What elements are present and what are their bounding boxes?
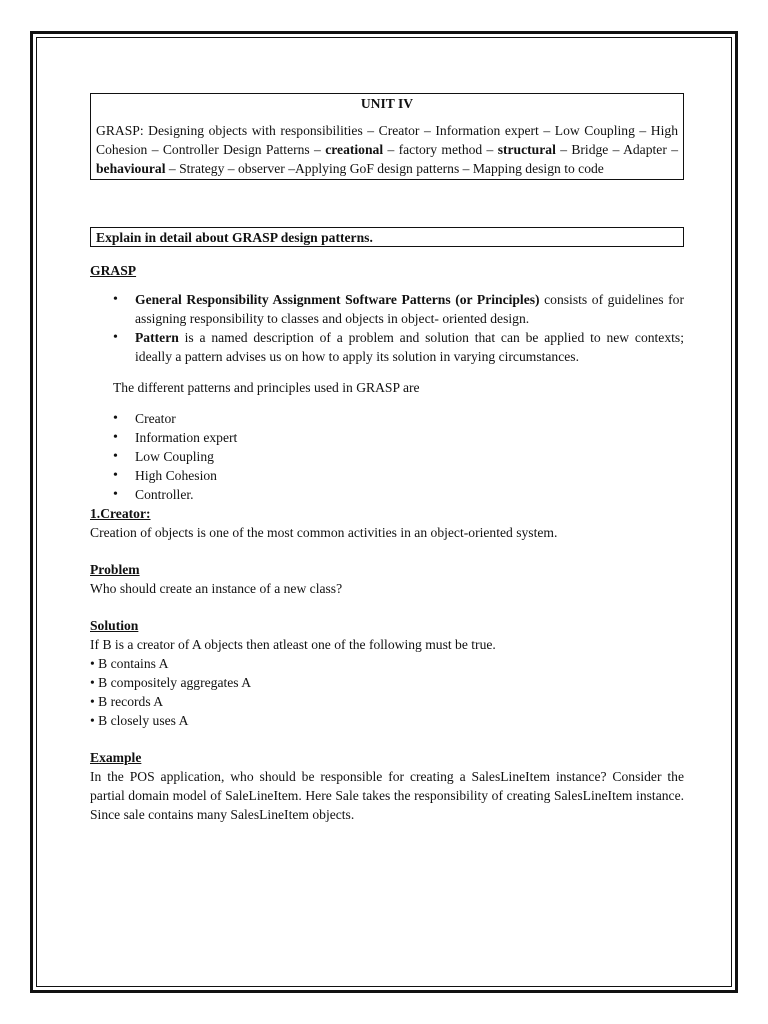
unit-title: UNIT IV [360, 96, 414, 111]
list-item [90, 290, 684, 328]
unit-syllabus-text [96, 121, 678, 178]
syllabus-text-4: – Strategy – observer –Applying GoF design patterns – Mapping design to code [165, 161, 604, 176]
list-item: • High Cohesion [113, 468, 217, 483]
bullet-icon: • [113, 292, 118, 307]
unit-syllabus-box [90, 93, 684, 180]
list-item: • Creator [113, 411, 176, 426]
creator-text: Creation of objects is one of the most common activities in an object-oriented system. [90, 525, 558, 540]
list-item: • B records A [90, 694, 164, 709]
bullet-icon: • [113, 468, 118, 483]
solution-heading: Solution [90, 618, 139, 633]
bullet-text: consists of guidelines for assigning responsibility to classes and objects in object- oriented design. [135, 292, 684, 326]
question-box: Explain in detail about GRASP design patterns. [90, 227, 684, 247]
bullet-icon: • [113, 487, 118, 502]
list-item [90, 328, 684, 366]
bullet-icon: • [113, 411, 118, 426]
patterns-intro: The different patterns and principles used in GRASP are [113, 380, 420, 395]
bullet-icon: • [113, 449, 118, 464]
list-item: • Information expert [113, 430, 238, 445]
syllabus-text-2: – factory method – [383, 142, 498, 157]
patterns-list [90, 409, 684, 504]
grasp-definition-list [90, 290, 684, 366]
document-content [90, 93, 684, 824]
syllabus-structural: structural [497, 142, 556, 157]
bullet-bold-term: General Responsibility Assignment Software Patterns (or Principles) [135, 292, 540, 307]
problem-heading: Problem [90, 562, 140, 577]
list-item: • Low Coupling [113, 449, 214, 464]
syllabus-text-3: – Bridge – Adapter – [555, 142, 678, 157]
syllabus-text-1: GRASP: Designing objects with responsibilities – Creator – Information expert – Low Coupling – High Cohesion – Controller Design Patterns – [96, 123, 678, 157]
bullet-text: is a named description of a problem and solution that can be applied to new contexts; ideally a pattern advises us on how to apply its solution in varying circumstances. [135, 330, 684, 364]
bullet-bold-term: Pattern [135, 330, 179, 345]
grasp-heading: GRASP [90, 263, 137, 278]
solution-conditions-list [90, 654, 684, 730]
syllabus-creational: creational [325, 142, 384, 157]
example-heading: Example [90, 750, 142, 765]
syllabus-behavioural: behavioural [96, 161, 166, 176]
list-item: • B closely uses A [90, 713, 189, 728]
bullet-icon: • [113, 330, 118, 345]
bullet-icon: • [113, 430, 118, 445]
list-item: • Controller. [113, 487, 194, 502]
solution-text: If B is a creator of A objects then atleast one of the following must be true. [90, 637, 496, 652]
example-text: In the POS application, who should be responsible for creating a SalesLineItem instance? Consider the partial domain model of SaleLineItem. Here Sale takes the responsibility of creating SalesLineItem instance. Since sale contains many SalesLineItem objects. [90, 769, 684, 822]
problem-text: Who should create an instance of a new class? [90, 581, 343, 596]
list-item: • B compositely aggregates A [90, 675, 252, 690]
creator-heading: 1.Creator: [90, 506, 151, 521]
list-item: • B contains A [90, 656, 169, 671]
